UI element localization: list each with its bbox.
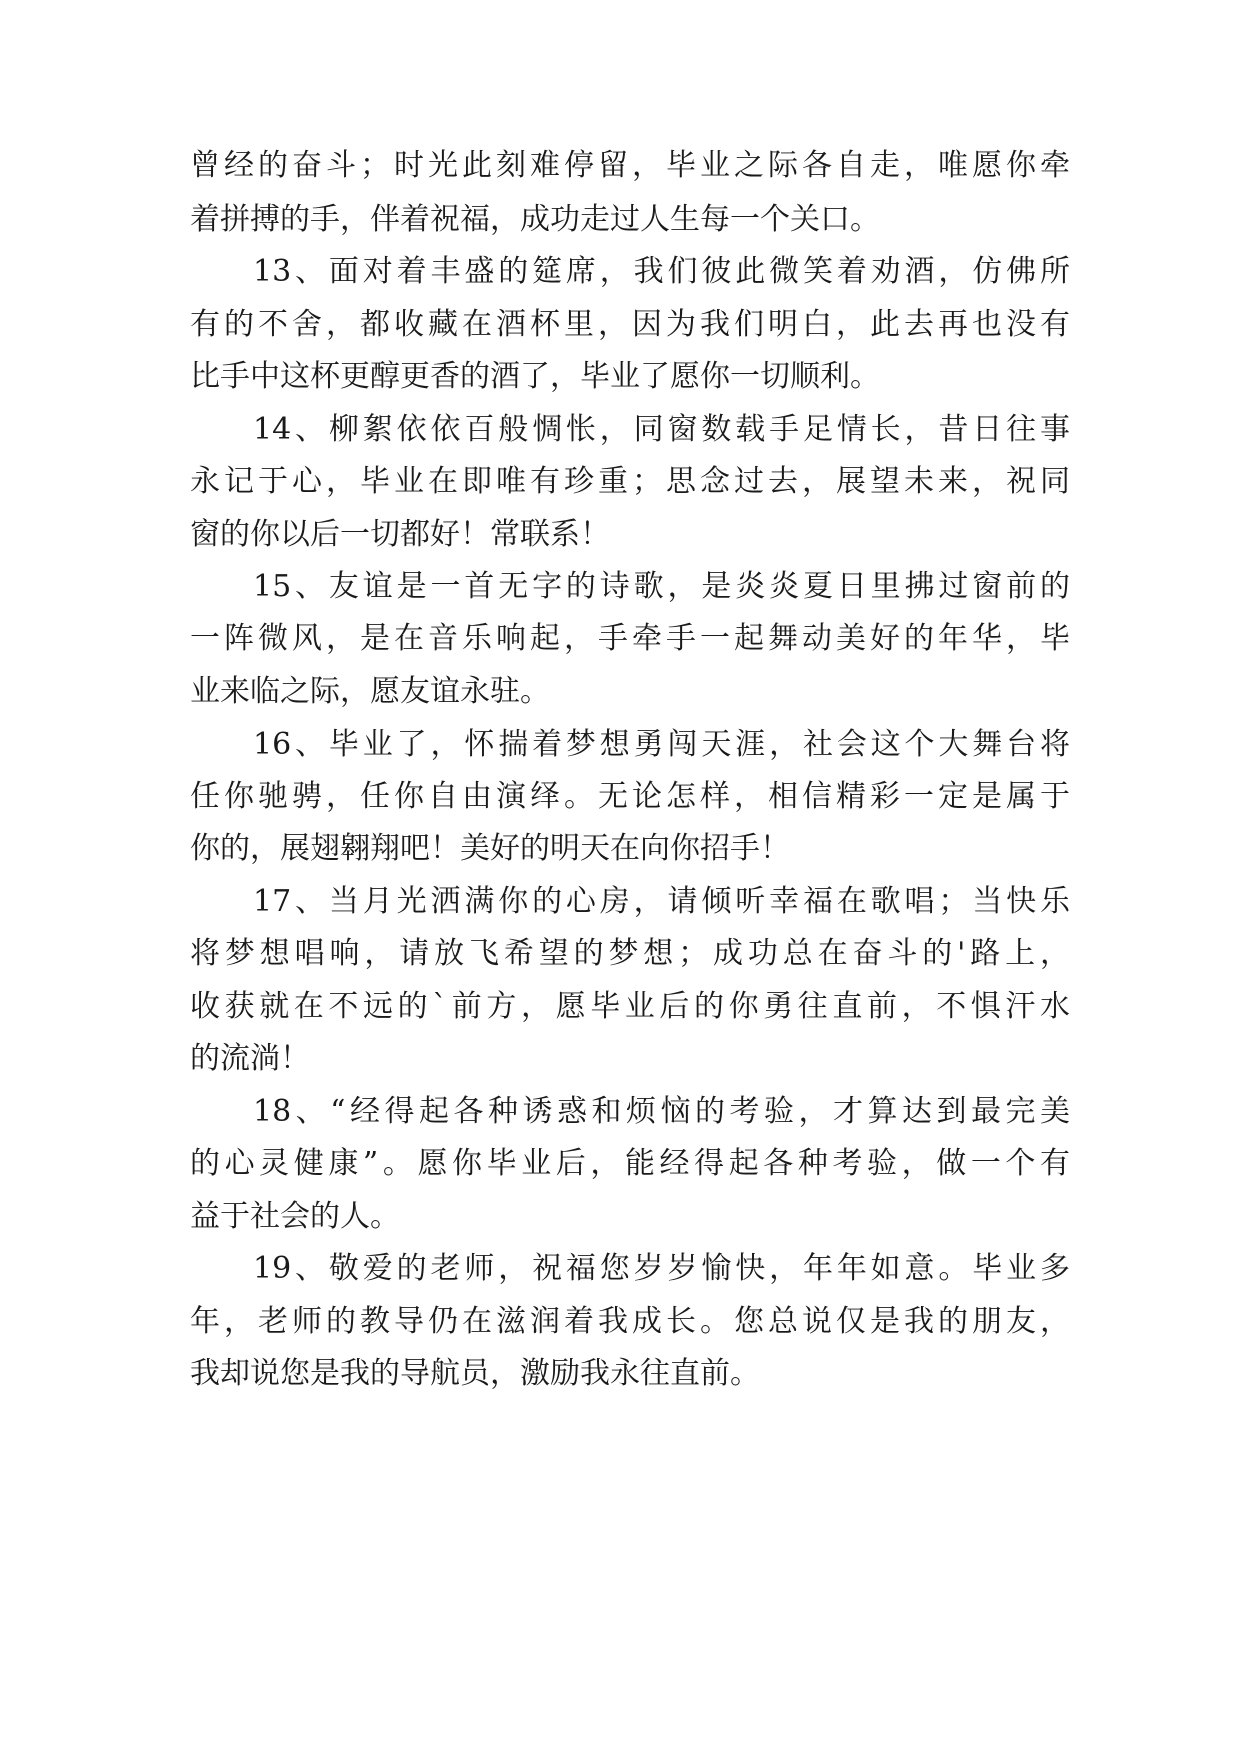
text-line: 有的不舍，都收藏在酒杯里，因为我们明白，此去再也没有 [190,307,1070,342]
text-line: 的流淌！ [190,1041,310,1076]
text-line: 比手中这杯更醇更香的酒了，毕业了愿你一切顺利。 [190,359,880,394]
text-line: 收获就在不远的`前方，愿毕业后的你勇往直前，不惧汗水 [190,989,1070,1024]
paragraph-14-line: 14、柳絮依依百般惆怅，同窗数载手足情长，昔日往事 [253,412,1070,447]
text-line: 任你驰骋，任你自由演绎。无论怎样，相信精彩一定是属于 [190,779,1070,814]
text-line: 你的，展翅翱翔吧！美好的明天在向你招手！ [190,831,790,866]
text-line: 曾经的奋斗；时光此刻难停留，毕业之际各自走，唯愿你牵 [190,148,1070,183]
paragraph-13-line: 13、面对着丰盛的筵席，我们彼此微笑着劝酒，仿佛所 [253,254,1070,289]
paragraph-15-line: 15、友谊是一首无字的诗歌，是炎炎夏日里拂过窗前的 [253,569,1070,604]
text-line: 将梦想唱响，请放飞希望的梦想；成功总在奋斗的'路上， [190,936,1070,971]
text-line: 我却说您是我的导航员，激励我永往直前。 [190,1356,760,1391]
paragraph-16-line: 16、毕业了，怀揣着梦想勇闯天涯，社会这个大舞台将 [253,727,1070,762]
text-line: 着拼搏的手，伴着祝福，成功走过人生每一个关口。 [190,202,880,237]
text-line: 永记于心，毕业在即唯有珍重；思念过去，展望未来，祝同 [190,464,1070,499]
paragraph-17-line: 17、当月光洒满你的心房，请倾听幸福在歌唱；当快乐 [253,884,1070,919]
text-line: 年，老师的教导仍在滋润着我成长。您总说仅是我的朋友， [190,1304,1070,1339]
text-line: 益于社会的人。 [190,1199,400,1234]
text-line: 业来临之际，愿友谊永驻。 [190,674,550,709]
text-line: 一阵微风，是在音乐响起，手牵手一起舞动美好的年华，毕 [190,621,1070,656]
paragraph-19-line: 19、敬爱的老师，祝福您岁岁愉快，年年如意。毕业多 [253,1251,1070,1286]
text-line: 的心灵健康”。愿你毕业后，能经得起各种考验，做一个有 [190,1146,1070,1181]
paragraph-18-line: 18、“经得起各种诱惑和烦恼的考验，才算达到最完美 [253,1094,1070,1129]
text-line: 窗的你以后一切都好！常联系！ [190,517,610,552]
